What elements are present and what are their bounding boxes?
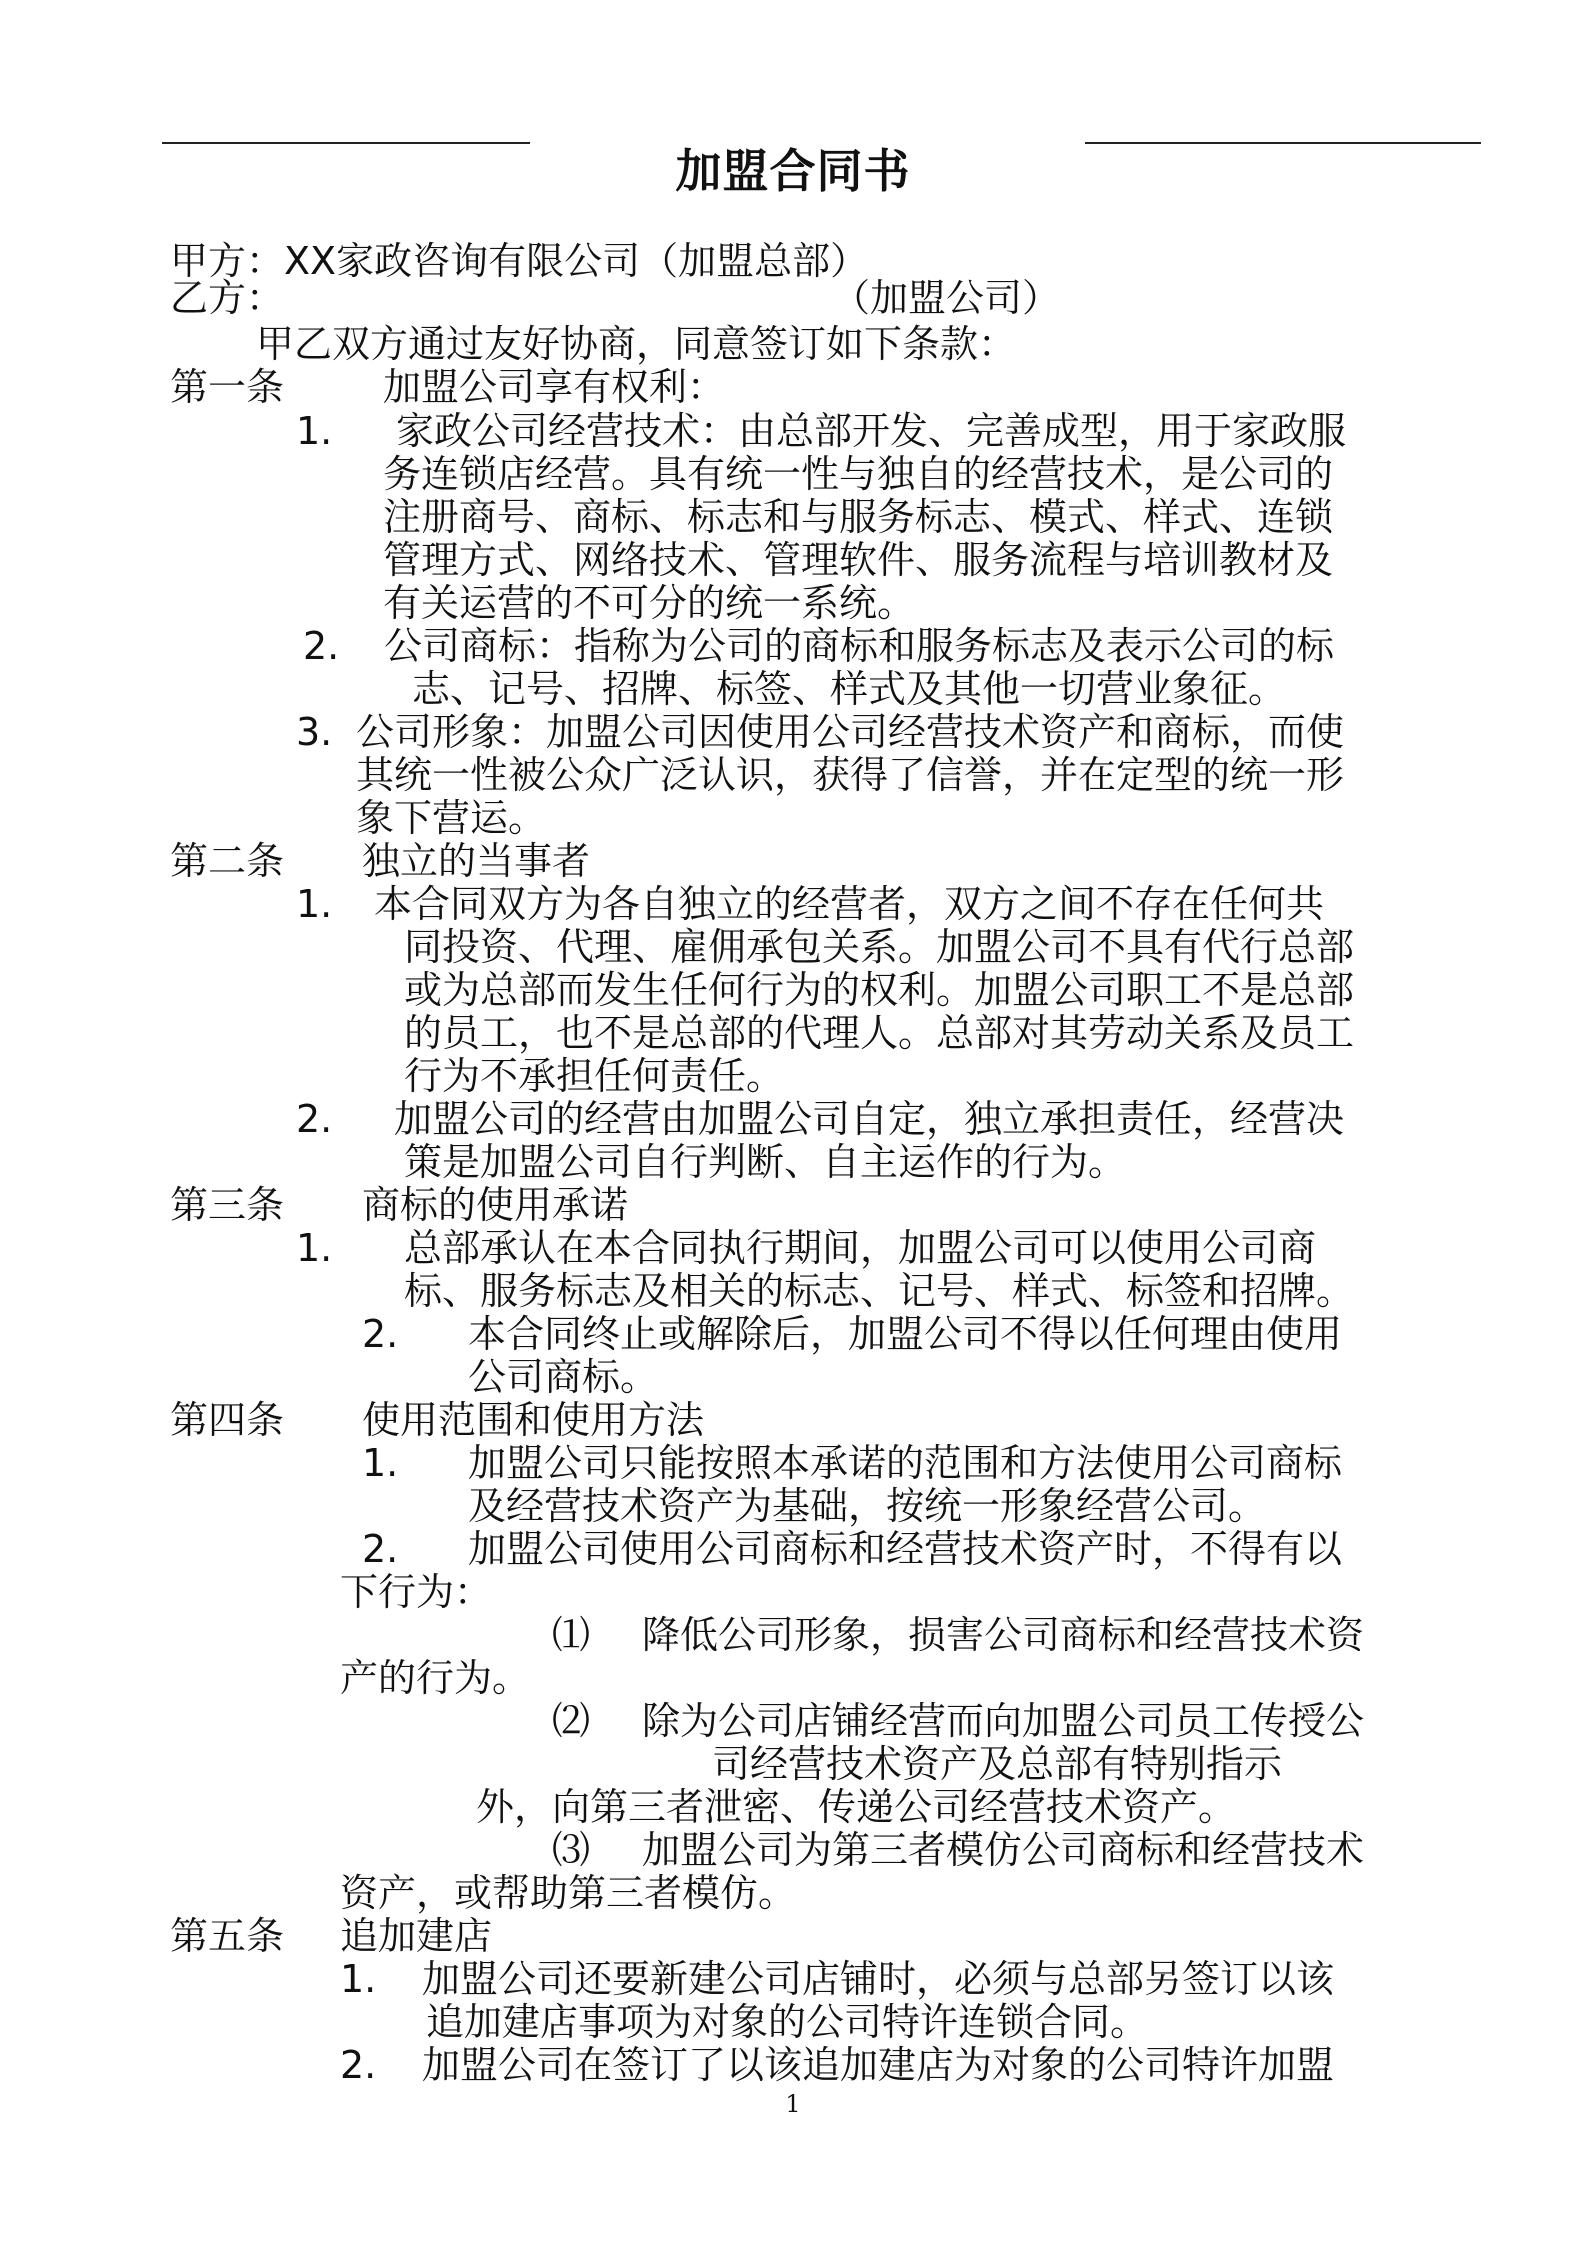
article-4-item-1-num: 1. <box>362 1441 399 1485</box>
article-3-heading: 第三条 <box>170 1183 285 1227</box>
article-5-item-1-num: 1. <box>340 1957 377 2001</box>
article-5-item-2-num: 2. <box>340 2043 377 2087</box>
article-4-subitem-3-line: 资产，或帮助第三者模仿。 <box>340 1871 797 1915</box>
article-2-item-1-line: 的员工，也不是总部的代理人。总部对其劳动关系及员工 <box>404 1011 1355 1055</box>
article-2-item-1-line: 本合同双方为各自独立的经营者，双方之间不存在任何共 <box>374 882 1325 926</box>
article-1-item-2-line: 志、记号、招牌、标签、样式及其他一切营业象征。 <box>412 667 1287 711</box>
article-4-item-2-line: 下行为： <box>340 1570 493 1614</box>
party-b-suffix: （加盟公司） <box>832 276 1061 320</box>
article-4-item-1-line: 及经营技术资产为基础，按统一形象经营公司。 <box>468 1484 1267 1528</box>
article-4-item-2-num: 2. <box>362 1527 399 1571</box>
article-3-item-1-line: 总部承认在本合同执行期间，加盟公司可以使用公司商 <box>404 1226 1317 1270</box>
article-3-item-2-num: 2. <box>362 1312 399 1356</box>
article-4-item-2-line: 加盟公司使用公司商标和经营技术资产时，不得有以 <box>468 1527 1343 1571</box>
article-2-item-2-line: 加盟公司的经营由加盟公司自定，独立承担责任，经营决 <box>394 1097 1345 1141</box>
article-1-item-1-line: 务连锁店经营。具有统一性与独自的经营技术，是公司的 <box>383 452 1334 496</box>
article-3-item-1-num: 1. <box>296 1226 333 1270</box>
article-1-item-3-num: 3. <box>296 710 333 754</box>
document-title: 加盟合同书 <box>675 144 911 198</box>
article-2-item-1-line: 行为不承担任何责任。 <box>404 1054 785 1098</box>
article-2-item-1-line: 同投资、代理、雇佣承包关系。加盟公司不具有代行总部 <box>404 925 1355 969</box>
article-3-item-1-line: 标、服务标志及相关的标志、记号、样式、标签和招牌。 <box>404 1269 1355 1313</box>
party-a: 甲方：XX家政咨询有限公司（加盟总部） <box>170 239 869 283</box>
article-4-item-1-line: 加盟公司只能按照本承诺的范围和方法使用公司商标 <box>468 1441 1343 1485</box>
article-4-title: 使用范围和使用方法 <box>362 1398 705 1442</box>
article-2-item-2-num: 2. <box>296 1097 333 1141</box>
article-1-item-1-line: 有关运营的不可分的统一系统。 <box>383 581 916 625</box>
article-5-title: 追加建店 <box>340 1914 493 1958</box>
article-4-subitem-3-line: 加盟公司为第三者模仿公司商标和经营技术 <box>642 1828 1365 1872</box>
article-4-subitem-2-line: 司经营技术资产及总部有特别指示 <box>712 1742 1283 1786</box>
article-5-item-1-line: 加盟公司还要新建公司店铺时，必须与总部另签订以该 <box>422 1957 1335 2001</box>
article-3-item-2-line: 公司商标。 <box>468 1355 659 1399</box>
article-2-heading: 第二条 <box>170 839 285 883</box>
article-1-title: 加盟公司享有权利： <box>383 365 726 409</box>
article-1-item-1-line: 管理方式、网络技术、管理软件、服务流程与培训教材及 <box>383 538 1334 582</box>
article-4-subitem-2-line: 外，向第三者泄密、传递公司经营技术资产。 <box>476 1785 1237 1829</box>
article-1-item-2-line: 公司商标：指称为公司的商标和服务标志及表示公司的标 <box>384 624 1335 668</box>
page-number: 1 <box>785 2090 801 2118</box>
article-1-heading: 第一条 <box>170 365 285 409</box>
article-3-title: 商标的使用承诺 <box>362 1183 629 1227</box>
article-4-heading: 第四条 <box>170 1398 285 1442</box>
party-b-label: 乙方： <box>170 276 285 320</box>
article-4-subitem-3-num: ⑶ <box>552 1828 591 1872</box>
article-1-item-3-line: 公司形象：加盟公司因使用公司经营技术资产和商标，而使 <box>356 710 1345 754</box>
article-4-subitem-1-num: ⑴ <box>552 1613 591 1657</box>
article-3-item-2-line: 本合同终止或解除后，加盟公司不得以任何理由使用 <box>468 1312 1343 1356</box>
article-5-item-1-line: 追加建店事项为对象的公司特许连锁合同。 <box>426 2000 1149 2044</box>
article-5-item-2-line: 加盟公司在签订了以该追加建店为对象的公司特许加盟 <box>422 2043 1335 2087</box>
article-1-item-1-line: 注册商号、商标、标志和与服务标志、模式、样式、连锁 <box>383 495 1334 539</box>
intro-text: 甲乙双方通过友好协商，同意签订如下条款： <box>256 322 1017 366</box>
article-4-subitem-1-line: 降低公司形象，损害公司商标和经营技术资 <box>642 1613 1365 1657</box>
article-1-item-3-line: 其统一性被公众广泛认识，获得了信誉，并在定型的统一形 <box>356 753 1345 797</box>
article-2-item-1-line: 或为总部而发生任何行为的权利。加盟公司职工不是总部 <box>404 968 1355 1012</box>
article-2-title: 独立的当事者 <box>362 839 591 883</box>
article-1-item-1-num: 1. <box>296 409 333 453</box>
article-4-subitem-2-num: ⑵ <box>552 1699 591 1743</box>
article-1-item-1-line: 家政公司经营技术：由总部开发、完善成型，用于家政服 <box>396 409 1347 453</box>
article-1-item-3-line: 象下营运。 <box>356 796 547 840</box>
header-rule-right <box>1085 142 1481 144</box>
article-4-subitem-2-line: 除为公司店铺经营而向加盟公司员工传授公 <box>642 1699 1365 1743</box>
article-1-item-2-num: 2. <box>303 624 340 668</box>
article-2-item-2-line: 策是加盟公司自行判断、自主运作的行为。 <box>404 1140 1127 1184</box>
article-5-heading: 第五条 <box>170 1914 285 1958</box>
article-2-item-1-num: 1. <box>296 882 333 926</box>
article-4-subitem-1-line: 产的行为。 <box>340 1656 531 1700</box>
